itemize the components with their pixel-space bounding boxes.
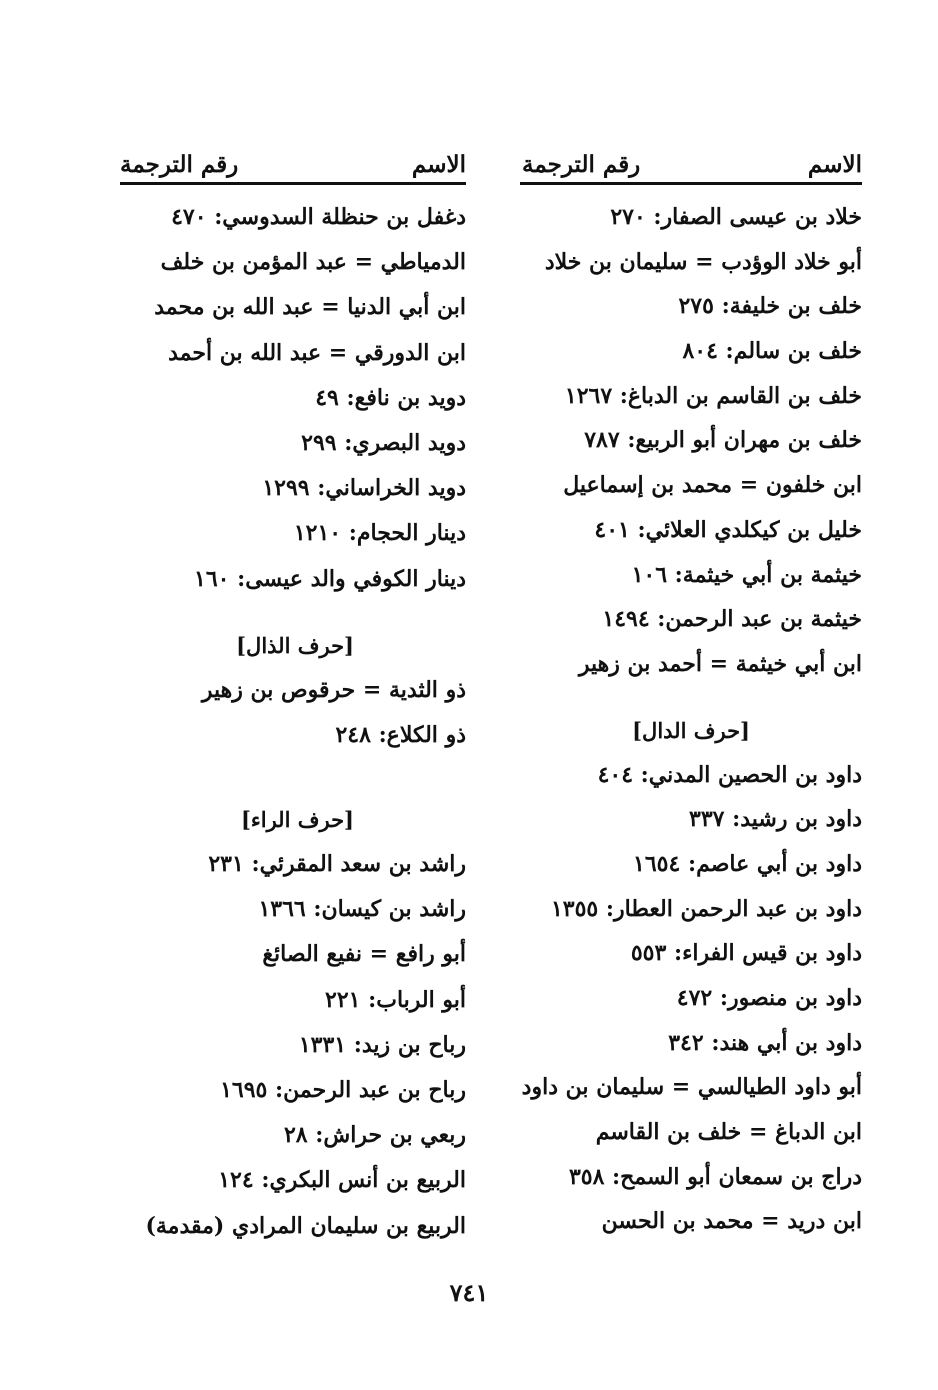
left-column [120, 140, 466, 1249]
section-gap [120, 602, 466, 624]
section-heading-dal: [حرف الدال] [632, 717, 750, 743]
index-entry: داود بن الحصين المدني: ٤٠٤ [597, 761, 862, 788]
index-entry: خيثمة بن أبي خيثمة: ١٠٦ [631, 561, 862, 588]
index-entry: رباح بن زيد: ١٣٣١ [298, 1031, 466, 1058]
header-name-label: الاسم [807, 151, 862, 178]
index-entry: داود بن رشيد: ٣٣٧ [689, 806, 862, 833]
index-entry: دويد بن نافع: ٤٩ [315, 384, 466, 411]
index-entry: خلف بن سالم: ٨٠٤ [682, 338, 862, 365]
index-entry: ابن دريد = محمد بن الحسن [601, 1208, 862, 1235]
right-column [520, 140, 862, 1244]
index-entry: ذو الثدية = حرقوص بن زهير [201, 676, 466, 703]
index-entry: دويد الخراساني: ١٢٩٩ [262, 475, 466, 502]
right-entry-list [520, 195, 862, 1244]
index-entry: ابن أبي خيثمة = أحمد بن زهير [578, 650, 862, 677]
page-number: ٧٤١ [449, 1278, 489, 1307]
index-entry: خيثمة بن عبد الرحمن: ١٤٩٤ [602, 606, 862, 633]
right-column-header [520, 140, 862, 185]
index-entry: دينار الحجام: ١٢١٠ [293, 520, 466, 547]
index-entry: أبو داود الطيالسي = سليمان بن داود [521, 1074, 862, 1101]
section-gap [120, 758, 466, 798]
index-entry: خلف بن مهران أبو الربيع: ٧٨٧ [584, 427, 862, 454]
index-entry: الدمياطي = عبد المؤمن بن خلف [160, 249, 466, 276]
section-gap [520, 687, 862, 709]
index-entry: ابن خلفون = محمد بن إسماعيل [563, 472, 862, 499]
index-entry: ربعي بن حراش: ٢٨ [283, 1122, 466, 1149]
index-entry: ابن أبي الدنيا = عبد الله بن محمد [154, 294, 466, 321]
index-entry: رباح بن عبد الرحمن: ١٦٩٥ [220, 1077, 466, 1103]
index-entry: خلاد بن عيسى الصفار: ٢٧٠ [610, 204, 862, 230]
index-entry: دراج بن سمعان أبو السمح: ٣٥٨ [568, 1163, 862, 1190]
index-entry: ابن الدباغ = خلف بن القاسم [595, 1119, 862, 1146]
index-entry: خليل بن كيكلدي العلائي: ٤٠١ [594, 516, 862, 543]
index-entry: راشد بن كيسان: ١٣٦٦ [258, 896, 466, 923]
index-entry: الربيع بن سليمان المرادي (مقدمة) [145, 1212, 466, 1239]
index-entry: أبو رافع = نفيع الصائغ [262, 941, 466, 968]
index-entry: دويد البصري: ٢٩٩ [301, 429, 466, 456]
index-entry: راشد بن سعد المقرئي: ٢٣١ [208, 851, 466, 878]
index-entry: دينار الكوفي والد عيسى: ١٦٠ [194, 565, 466, 592]
index-entry: داود بن منصور: ٤٧٢ [676, 985, 862, 1011]
index-entry: أبو خلاد الوؤدب = سليمان بن خلاد [544, 248, 862, 275]
index-entry: أبو الرباب: ٢٢١ [325, 986, 466, 1013]
index-entry: ذو الكلاع: ٢٤٨ [335, 721, 466, 748]
section-heading-ra: [حرف الراء] [240, 807, 354, 833]
left-column-header [120, 140, 466, 185]
index-entry: ابن الدورقي = عبد الله بن أحمد [168, 339, 466, 366]
header-number-label: رقم الترجمة [120, 151, 239, 178]
index-entry: داود بن عبد الرحمن العطار: ١٣٥٥ [550, 895, 862, 922]
header-number-label: رقم الترجمة [522, 151, 641, 178]
index-entry: داود بن أبي عاصم: ١٦٥٤ [633, 850, 862, 877]
header-name-label: الاسم [411, 151, 466, 178]
index-entry: الربيع بن أنس البكري: ١٢٤ [218, 1167, 466, 1194]
index-entry: خلف بن القاسم بن الدباغ: ١٢٦٧ [564, 382, 862, 409]
index-entry: دغفل بن حنظلة السدوسي: ٤٧٠ [171, 204, 466, 230]
index-entry: داود بن قيس الفراء: ٥٥٣ [630, 940, 862, 967]
index-entry: خلف بن خليفة: ٢٧٥ [678, 293, 862, 320]
section-heading-dhal: [حرف الذال] [236, 632, 354, 658]
index-entry: داود بن أبي هند: ٣٤٢ [668, 1029, 862, 1056]
left-entry-list [120, 195, 466, 1249]
